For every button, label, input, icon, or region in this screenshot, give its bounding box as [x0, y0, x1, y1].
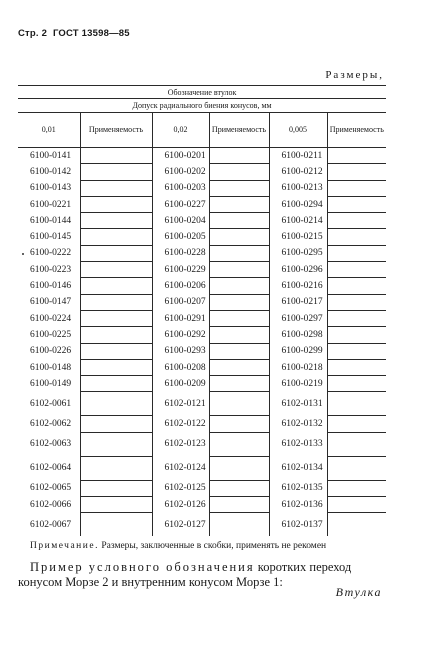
bushing-code: 6100-0203	[152, 180, 209, 196]
bushing-code: 6102-0123	[152, 432, 209, 456]
usage-cell	[209, 497, 269, 513]
bushing-code: 6102-0136	[269, 497, 327, 513]
usage-cell	[80, 294, 152, 310]
usage-cell	[327, 245, 386, 261]
bushing-code: 6100-0223	[30, 264, 72, 275]
bushing-code: 6102-0121	[152, 392, 209, 416]
bushing-code: 6100-0141	[30, 150, 72, 161]
bushing-code: 6102-0135	[269, 480, 327, 496]
bushing-code: 6100-0221	[30, 199, 72, 210]
table-row	[18, 262, 386, 278]
bushing-code: 6100-0212	[269, 164, 327, 180]
page-number: Стр. 2	[18, 28, 48, 39]
table-row	[18, 480, 386, 496]
sizes-label: Размеры,	[325, 69, 384, 81]
usage-cell	[209, 513, 269, 537]
col-tolerance-001: 0,01	[18, 113, 80, 148]
usage-cell	[327, 432, 386, 456]
bushing-code: 6102-0061	[30, 398, 72, 409]
example-line-1	[18, 560, 388, 575]
usage-cell	[327, 310, 386, 326]
col-usage-3: Применяемость	[327, 113, 386, 148]
bushing-code: 6100-0209	[152, 376, 209, 392]
bushing-code: 6102-0125	[152, 480, 209, 496]
usage-cell	[80, 392, 152, 416]
usage-cell	[327, 213, 386, 229]
bushing-table	[18, 85, 386, 536]
bushing-code: 6100-0213	[269, 180, 327, 196]
usage-cell	[327, 180, 386, 196]
bushing-code: 6100-0229	[152, 262, 209, 278]
bushing-code: 6102-0122	[152, 416, 209, 432]
page-header	[18, 28, 130, 39]
table-row	[18, 213, 386, 229]
bushing-code: 6102-0067	[30, 519, 72, 530]
usage-cell	[209, 432, 269, 456]
usage-cell	[327, 262, 386, 278]
bushing-code: 6100-0148	[30, 362, 72, 373]
bushing-code: 6100-0142	[30, 166, 72, 177]
col-tolerance-002: 0,02	[152, 113, 209, 148]
table-row	[18, 456, 386, 480]
usage-cell	[80, 432, 152, 456]
table-row	[18, 359, 386, 375]
col-usage-2: Применяемость	[209, 113, 269, 148]
bushing-code: 6100-0205	[152, 229, 209, 245]
table-title: Обозначение втулок	[18, 86, 386, 99]
bushing-code: 6100-0208	[152, 359, 209, 375]
col-tolerance-0005: 0,005	[269, 113, 327, 148]
table-row	[18, 245, 386, 261]
bushing-code: 6100-0216	[269, 278, 327, 294]
usage-cell	[327, 229, 386, 245]
bushing-code: 6100-0296	[269, 262, 327, 278]
usage-cell	[80, 327, 152, 343]
usage-cell	[80, 262, 152, 278]
bushing-code: 6100-0227	[152, 196, 209, 212]
bushing-code: 6100-0295	[269, 245, 327, 261]
bushing-code: 6102-0134	[269, 456, 327, 480]
usage-cell	[209, 416, 269, 432]
usage-cell	[80, 359, 152, 375]
bushing-code: 6100-0149	[30, 378, 72, 389]
usage-cell	[327, 359, 386, 375]
usage-cell	[327, 343, 386, 359]
bushing-code: 6100-0224	[30, 313, 72, 324]
bushing-code: 6100-0207	[152, 294, 209, 310]
bushing-code: 6102-0062	[30, 419, 72, 430]
table-row	[18, 327, 386, 343]
usage-cell	[327, 327, 386, 343]
bushing-code: 6100-0143	[30, 183, 72, 194]
usage-cell	[327, 480, 386, 496]
bushing-code: 6102-0137	[269, 513, 327, 537]
bushing-code: 6102-0066	[30, 499, 72, 510]
usage-cell	[209, 343, 269, 359]
table-row	[18, 196, 386, 212]
bushing-code: 6100-0299	[269, 343, 327, 359]
table-row	[18, 497, 386, 513]
usage-cell	[209, 310, 269, 326]
usage-cell	[209, 262, 269, 278]
usage-cell	[327, 376, 386, 392]
standard-code: ГОСТ 13598—85	[52, 28, 130, 39]
note	[30, 541, 326, 551]
bushing-code: 6100-0222	[30, 248, 72, 259]
table-row	[18, 376, 386, 392]
usage-cell	[209, 148, 269, 164]
note-text: Размеры, заключенные в скобки, применять не рекомен	[101, 541, 327, 551]
usage-cell	[80, 416, 152, 432]
usage-cell	[80, 376, 152, 392]
bushing-code: 6100-0292	[152, 327, 209, 343]
usage-cell	[80, 180, 152, 196]
note-label: Примечание.	[30, 541, 99, 551]
bushing-code: 6100-0225	[30, 329, 72, 340]
usage-cell	[209, 245, 269, 261]
vtulka-label: Втулка	[335, 585, 382, 599]
bushing-code: 6102-0132	[269, 416, 327, 432]
table-row	[18, 392, 386, 416]
example-line-1-rest: коротких переход	[254, 560, 352, 574]
usage-cell	[209, 392, 269, 416]
col-usage-1: Применяемость	[80, 113, 152, 148]
usage-cell	[80, 513, 152, 537]
bushing-code: 6100-0293	[152, 343, 209, 359]
table-row	[18, 310, 386, 326]
example-line-2: конусом Морзе 2 и внутренним конусом Морзе 1:	[18, 575, 283, 589]
bushing-code: 6100-0294	[269, 196, 327, 212]
bushing-code: 6100-0219	[269, 376, 327, 392]
bushing-code: 6102-0131	[269, 392, 327, 416]
table-row	[18, 229, 386, 245]
bushing-code: 6100-0217	[269, 294, 327, 310]
usage-cell	[80, 196, 152, 212]
usage-cell	[80, 343, 152, 359]
usage-cell	[327, 416, 386, 432]
bushing-code: 6100-0206	[152, 278, 209, 294]
usage-cell	[209, 278, 269, 294]
usage-cell	[80, 497, 152, 513]
bushing-code: 6100-0298	[269, 327, 327, 343]
bushing-code: 6102-0124	[152, 456, 209, 480]
usage-cell	[209, 180, 269, 196]
usage-cell	[209, 196, 269, 212]
bushing-code: 6100-0145	[30, 232, 72, 243]
usage-cell	[209, 327, 269, 343]
usage-cell	[209, 456, 269, 480]
bushing-code: 6100-0215	[269, 229, 327, 245]
usage-cell	[80, 148, 152, 164]
bushing-code: 6100-0201	[152, 148, 209, 164]
example-heading: Пример условного обозначения	[30, 560, 255, 574]
usage-cell	[209, 164, 269, 180]
usage-cell	[327, 278, 386, 294]
bushing-code: 6100-0214	[269, 213, 327, 229]
table-row	[18, 513, 386, 537]
usage-cell	[80, 278, 152, 294]
bushing-code: 6100-0147	[30, 297, 72, 308]
bushing-code: 6102-0064	[30, 463, 72, 474]
usage-cell	[80, 229, 152, 245]
table-row	[18, 343, 386, 359]
bushing-code: 6100-0204	[152, 213, 209, 229]
bushing-code: 6100-0218	[269, 359, 327, 375]
usage-cell	[327, 513, 386, 537]
usage-cell	[327, 196, 386, 212]
bushing-code: 6100-0226	[30, 346, 72, 357]
usage-cell	[80, 480, 152, 496]
usage-cell	[327, 497, 386, 513]
bushing-code: 6100-0297	[269, 310, 327, 326]
table-body	[18, 148, 386, 537]
table-row	[18, 278, 386, 294]
usage-cell	[327, 164, 386, 180]
table-row	[18, 416, 386, 432]
table-row	[18, 180, 386, 196]
bushing-code: 6102-0127	[152, 513, 209, 537]
usage-cell	[327, 148, 386, 164]
table-row	[18, 148, 386, 164]
usage-cell	[80, 245, 152, 261]
bushing-code: 6100-0291	[152, 310, 209, 326]
bushing-code: 6100-0202	[152, 164, 209, 180]
usage-cell	[80, 164, 152, 180]
example-block	[18, 560, 388, 590]
usage-cell	[209, 480, 269, 496]
usage-cell	[327, 392, 386, 416]
usage-cell	[80, 213, 152, 229]
bushing-code: 6102-0063	[30, 439, 72, 450]
usage-cell	[80, 456, 152, 480]
usage-cell	[209, 229, 269, 245]
table-row	[18, 164, 386, 180]
bushing-code: 6100-0146	[30, 281, 72, 292]
table-subtitle: Допуск радиального биения конусов, мм	[18, 99, 386, 113]
bushing-code: 6102-0065	[30, 483, 72, 494]
usage-cell	[327, 294, 386, 310]
usage-cell	[209, 213, 269, 229]
bushing-code: 6100-0228	[152, 245, 209, 261]
table-row	[18, 432, 386, 456]
usage-cell	[209, 294, 269, 310]
usage-cell	[327, 456, 386, 480]
bushing-code: 6102-0126	[152, 497, 209, 513]
bushing-code: 6100-0144	[30, 215, 72, 226]
usage-cell	[209, 376, 269, 392]
usage-cell	[209, 359, 269, 375]
bushing-code: 6102-0133	[269, 432, 327, 456]
bushing-code: 6100-0211	[269, 148, 327, 164]
usage-cell	[80, 310, 152, 326]
table-row	[18, 294, 386, 310]
